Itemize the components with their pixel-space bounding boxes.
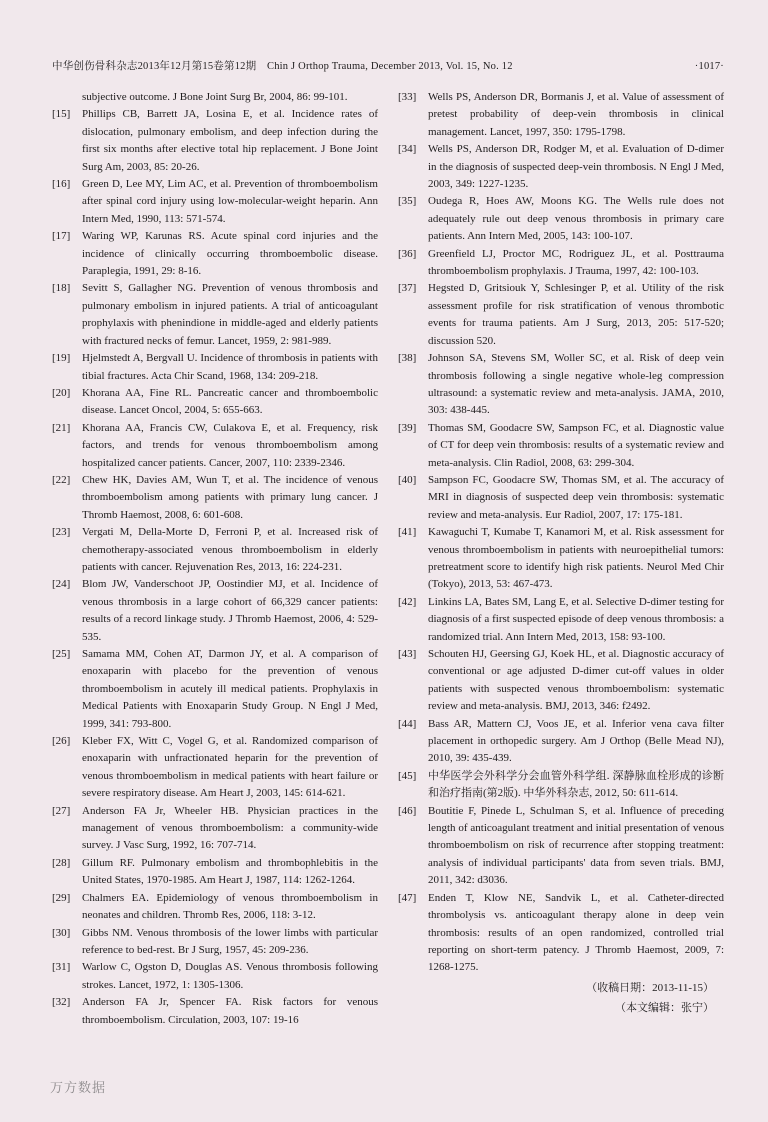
reference-text: Kawaguchi T, Kumabe T, Kanamori M, et al. Risk assessment for venous thromboembolism in patients with neuroepithelial tumors: pretreatment score to identify high risk patients. Neurol Med Chir (Tokyo), 2013, 53: 467-473. [428, 526, 724, 591]
reference-item [52, 803, 378, 855]
reference-text: Greenfield LJ, Proctor MC, Rodriguez JL, et al. Posttrauma thromboembolism prophylaxis. J Trauma, 1997, 42: 100-103. [428, 247, 724, 278]
reference-item [52, 106, 378, 176]
reference-text: Thomas SM, Goodacre SW, Sampson FC, et al. Diagnostic value of CT for deep vein thrombosis: results of a systematic review and meta-analysis. Clin Radiol, 2008, 63: 299-304. [428, 421, 724, 469]
reference-continuation-indent [52, 89, 82, 106]
reference-text: Schouten HJ, Geersing GJ, Koek HL, et al. Diagnostic accuracy of conventional or age adjusted D-dimer cut-off values in older patients with suspected venous thromboembolism: systematic review and meta-analysis. BMJ, 2013, 346: f2492. [428, 648, 724, 713]
reference-item [52, 646, 378, 733]
reference-continuation-text: subjective outcome. J Bone Joint Surg Br, 2004, 86: 99-101. [82, 91, 348, 103]
editor-line: （本文编辑：张宁） [615, 1002, 714, 1015]
reference-item [398, 89, 724, 141]
reference-number: [22] [52, 473, 71, 486]
reference-number: [36] [398, 247, 417, 260]
reference-number: [28] [52, 856, 71, 869]
reference-item [398, 803, 724, 890]
reference-continuation [52, 89, 378, 106]
reference-text: Phillips CB, Barrett JA, Losina E, et al. Incidence rates of dislocation, pulmonary embolism, and deep infection during the first six months after elective total hip replacement. J Bone Joint Surg Am, 2003, 85: 20-26. [82, 108, 378, 173]
reference-item [52, 420, 378, 472]
reference-number: [37] [398, 282, 417, 295]
reference-item [52, 524, 378, 576]
reference-text: Anderson FA Jr, Wheeler HB. Physician practices in the management of venous thromboembolism: a community-wide survey. J Vasc Surg, 1992, 16: 707-714. [82, 804, 378, 852]
page-header [52, 58, 724, 73]
reference-text: Boutitie F, Pinede L, Schulman S, et al. Influence of preceding length of anticoagulant treatment and initial presentation of venous thromboembolism on risk of recurrence after stopping treatment: analysis of individual participants' data from seven trials. BMJ, 2011, 342: d3036. [428, 804, 724, 887]
reference-text: Wells PS, Anderson DR, Bormanis J, et al. Value of assessment of pretest probability of deep-vein thrombosis in clinical management. Lancet, 1997, 350: 1795-1798. [428, 91, 724, 138]
reference-item [398, 246, 724, 281]
reference-number: [17] [52, 230, 71, 243]
reference-number: [32] [52, 996, 71, 1009]
references-column-left [52, 89, 378, 1029]
reference-number: [18] [52, 282, 71, 295]
reference-item [398, 472, 724, 524]
wanfang-watermark: 万方数据 [50, 1081, 107, 1096]
reference-item [52, 228, 378, 280]
reference-item [52, 890, 378, 925]
reference-number: [15] [52, 108, 71, 121]
reference-item [398, 280, 724, 350]
reference-item [52, 350, 378, 385]
reference-item [52, 733, 378, 803]
reference-number: [46] [398, 804, 417, 817]
reference-item [398, 141, 724, 193]
reference-item [398, 420, 724, 472]
reference-number: [31] [52, 961, 71, 974]
reference-text: Gillum RF. Pulmonary embolism and thrombophlebitis in the United States, 1970-1985. Am Heart J, 1987, 114: 1262-1264. [82, 856, 378, 887]
reference-item [398, 524, 724, 594]
reference-text: Samama MM, Cohen AT, Darmon JY, et al. A comparison of enoxaparin with placebo for the prevention of venous thromboembolism in acutely ill medical patients. Prophylaxis in Medical Patients with Enoxaparin Study Group. N Engl J Med, 1999, 341: 793-800. [82, 648, 378, 730]
reference-number: [35] [398, 195, 417, 208]
reference-number: [24] [52, 578, 71, 591]
reference-item [398, 768, 724, 803]
references-column-right [398, 89, 724, 1029]
reference-text: Vergati M, Della-Morte D, Ferroni P, et al. Increased risk of chemotherapy-associated venous thromboembolism in elderly patients with cancer. Rejuvenation Res, 2013, 16: 224-231. [82, 526, 378, 573]
reference-text: Hjelmstedt A, Bergvall U. Incidence of thrombosis in patients with tibial fractures. Acta Chir Scand, 1968, 134: 209-218. [82, 352, 378, 382]
reference-text: Linkins LA, Bates SM, Lang E, et al. Selective D-dimer testing for diagnosis of a first suspected episode of deep venous thrombosis: a randomized trial. Ann Intern Med, 2013, 158: 93-100. [428, 595, 724, 643]
reference-item [52, 925, 378, 960]
reference-number: [47] [398, 891, 417, 904]
reference-text: Green D, Lee MY, Lim AC, et al. Prevention of thromboembolism after spinal cord injury using low-molecular-weight heparin. Ann Intern Med, 1990, 113: 571-574. [82, 178, 378, 225]
reference-item [398, 594, 724, 646]
reference-text: Enden T, Klow NE, Sandvik L, et al. Catheter-directed thrombolysis vs. anticoagulant therapy alone in deep vein thrombosis: results of an open randomized, controlled trial reporting on short-term patency. J Thromb Haemost, 2009, 7: 1268-1275. [428, 891, 724, 974]
reference-list-right [398, 89, 724, 977]
reference-item [52, 994, 378, 1029]
reference-item [52, 472, 378, 524]
reference-number: [29] [52, 891, 71, 904]
reference-number: [26] [52, 735, 71, 748]
reference-text: 中华医学会外科学分会血管外科学组. 深静脉血栓形成的诊断和治疗指南(第2版). 中华外科杂志, 2012, 50: 611-614. [428, 769, 724, 800]
reference-text: Sampson FC, Goodacre SW, Thomas SM, et al. The accuracy of MRI in diagnosis of suspected deep vein thrombosis: systematic review and meta-analysis. Eur Radiol, 2007, 17: 175-181. [428, 473, 724, 521]
reference-text: Bass AR, Mattern CJ, Voos JE, et al. Inferior vena cava filter placement in orthopedic surgery. Am J Orthop (Belle Mead NJ), 2010, 39: 435-439. [428, 717, 724, 765]
reference-number: [39] [398, 421, 417, 434]
reference-number: [42] [398, 595, 417, 608]
reference-text: Wells PS, Anderson DR, Rodger M, et al. Evaluation of D-dimer in the diagnosis of suspected deep-vein thrombosis. N Engl J Med, 2003, 349: 1227-1235. [428, 143, 724, 191]
reference-item [398, 193, 724, 245]
reference-list-left [52, 106, 378, 1029]
reference-number: [43] [398, 648, 417, 660]
reference-item [52, 385, 378, 420]
reference-number: [27] [52, 804, 71, 817]
reference-number: [25] [52, 648, 71, 660]
reference-number: [41] [398, 526, 417, 539]
reference-number: [40] [398, 473, 417, 486]
reference-number: [34] [398, 143, 417, 156]
reference-item [398, 350, 724, 420]
reference-number: [33] [398, 91, 417, 103]
reference-item [398, 646, 724, 716]
reference-number: [30] [52, 926, 71, 939]
reference-number: [16] [52, 178, 71, 191]
reference-text: Chew HK, Davies AM, Wun T, et al. The incidence of venous thromboembolism among patients with primary lung cancer. J Thromb Haemost, 2008, 6: 601-608. [82, 473, 378, 521]
reference-number: [45] [398, 769, 417, 782]
reference-number: [21] [52, 421, 71, 434]
reference-text: Khorana AA, Fine RL. Pancreatic cancer and thromboembolic disease. Lancet Oncol, 2004, 5: 655-663. [82, 386, 378, 417]
reference-text: Warlow C, Ogston D, Douglas AS. Venous thrombosis following strokes. Lancet, 1972, 1: 1305-1306. [82, 961, 378, 991]
received-date-line: （收稿日期：2013-11-15） [586, 981, 714, 994]
reference-text: Johnson SA, Stevens SM, Woller SC, et al. Risk of deep vein thrombosis following a single negative whole-leg compression ultrasound: a systematic review and meta-analysis. JAMA, 2010, 303: 438-445. [428, 352, 724, 417]
reference-text: Blom JW, Vanderschoot JP, Oostindier MJ, et al. Incidence of venous thrombosis in a large cohort of 66,329 cancer patients: results of a record linkage study. J Thromb Haemost, 2006, 4: 529-535. [82, 578, 378, 643]
reference-item [52, 855, 378, 890]
page-number: ·1017· [694, 61, 724, 72]
reference-text: Khorana AA, Francis CW, Culakova E, et al. Frequency, risk factors, and trends for venous thromboembolism among hospitalized cancer patients. Cancer, 2007, 110: 2339-2346. [82, 421, 378, 469]
reference-text: Anderson FA Jr, Spencer FA. Risk factors for venous thromboembolism. Circulation, 2003, 107: 19-16 [82, 996, 378, 1026]
reference-text: Kleber FX, Witt C, Vogel G, et al. Randomized comparison of enoxaparin with unfractionated heparin for the prevention of venous thromboembolism in medical patients with heart failure or severe respiratory disease. Am Heart J, 2003, 145: 614-621. [82, 735, 378, 800]
reference-columns [52, 89, 724, 1029]
reference-item [52, 176, 378, 228]
journal-title: 中华创伤骨科杂志2013年12月第15卷第12期 Chin J Orthop Trauma, December 2013, Vol. 15, No. 12 [52, 61, 513, 72]
reference-text: Hegsted D, Gritsiouk Y, Schlesinger P, et al. Utility of the risk assessment profile for risk stratification of venous thrombotic events for trauma patients. Am J Surg, 2013, 205: 517-520; discussion 520. [428, 282, 724, 347]
reference-number: [19] [52, 352, 71, 365]
reference-text: Sevitt S, Gallagher NG. Prevention of venous thrombosis and pulmonary embolism in injured patients. A trial of anticoagulant prophylaxis with phenindione in middle-aged and elderly patients with fractured necks of femur. Lancet, 1959, 2: 981-989. [82, 282, 378, 347]
reference-number: [20] [52, 386, 71, 399]
reference-number: [23] [52, 526, 71, 539]
reference-number: [44] [398, 717, 417, 730]
reference-text: Waring WP, Karunas RS. Acute spinal cord injuries and the incidence of clinically occurring thromboembolic disease. Paraplegia, 1991, 29: 8-16. [82, 230, 378, 278]
reference-text: Gibbs NM. Venous thrombosis of the lower limbs with particular reference to bed-rest. Br J Surg, 1957, 45: 209-236. [82, 926, 378, 956]
reference-item [52, 576, 378, 646]
reference-number: [38] [398, 352, 417, 365]
reference-text: Oudega R, Hoes AW, Moons KG. The Wells rule does not adequately rule out deep venous thrombosis in primary care patients. Ann Intern Med, 2005, 143: 100-107. [428, 195, 724, 243]
reference-item [398, 890, 724, 977]
reference-item [398, 716, 724, 768]
reference-item [52, 959, 378, 994]
reference-item [52, 280, 378, 350]
reference-text: Chalmers EA. Epidemiology of venous thromboembolism in neonates and children. Thromb Res, 2006, 118: 3-12. [82, 891, 378, 922]
